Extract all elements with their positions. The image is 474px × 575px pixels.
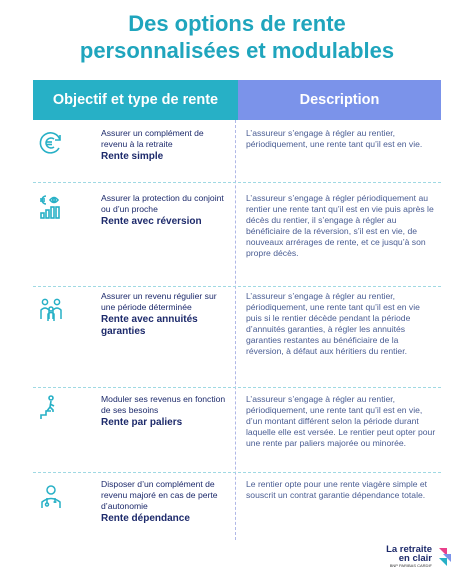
rente-type: Rente avec annuités garanties [101,314,198,337]
row-description: L’assureur s’engage à régler au rentier, périodiquement, une rente tant qu’il est en vie, d’un montant différent selon la période durant laquelle elle est versée. Le rentier peut opter pour une rente par paliers majorée ou minorée. [246,394,436,448]
table-row [33,388,441,472]
row-objective [101,193,231,228]
euro-cycle-icon [38,130,64,156]
header-description: Description [238,80,441,120]
stairs-person-icon [38,394,64,420]
table-row [33,120,441,182]
rente-type: Rente avec réversion [101,216,202,227]
row-objective [101,291,231,338]
table-row [33,473,441,539]
logo-line-2: en clair [398,553,432,564]
row-objective [101,128,231,163]
logo-subtitle: BNP PARIBAS CARDIF [389,563,432,568]
rente-type: Rente dépendance [101,513,190,524]
header-objective: Objectif et type de rente [33,80,238,120]
family-icon [38,297,64,323]
table-row [33,287,441,389]
page-title [0,10,474,64]
objective-text: Disposer d’un complément de revenu majoré en cas de perte d’autonomie [101,479,218,511]
doctor-icon [38,483,64,509]
logo-line-1: La retraite [386,544,432,555]
title-line-2: personnalisées et modulables [79,38,395,63]
title-line-1: Des options de rente [128,11,346,36]
rente-type: Rente simple [101,151,164,162]
objective-text: Assurer un revenu régulier sur une période déterminée [101,291,217,312]
row-objective [101,479,231,525]
row-description: L’assureur s’engage à régler au rentier, périodiquement, une rente tant qu’il est en vie puis si le rentier décède pendant la période d’annuités garanties, à régler les annuités garanties restantes au bénéficiaire de la réversion, à défaut aux héritiers du rentier. [246,291,420,356]
row-description: L’assureur s’engage à régler périodiquement au rentier une rente tant qu’il est en vie puis après le décès du rentier, il s’engage à régler au bénéficiaire de la réversion, s’il est en vie, de nouveaux arrérages de rente, et ce jusqu’à son propre décès. [246,193,434,258]
table-row [33,183,441,285]
rente-type: Rente par paliers [101,417,183,428]
objective-text: Moduler ses revenus en fonction de ses besoins [101,394,226,415]
brand-logo [386,545,454,569]
logo-text [386,545,432,569]
row-description: Le rentier opte pour une rente viagère simple et souscrit un contrat garantie dépendance totale. [246,479,428,500]
row-description: L’assureur s’engage à régler au rentier, périodiquement, une rente tant qu’il est en vie. [246,128,423,149]
row-objective [101,394,231,429]
objective-text: Assurer la protection du conjoint ou d’un proche [101,193,224,214]
objective-text: Assurer un complément de revenu à la retraite [101,128,204,149]
logo-mark-icon [436,546,454,568]
reversion-icon [38,193,64,219]
